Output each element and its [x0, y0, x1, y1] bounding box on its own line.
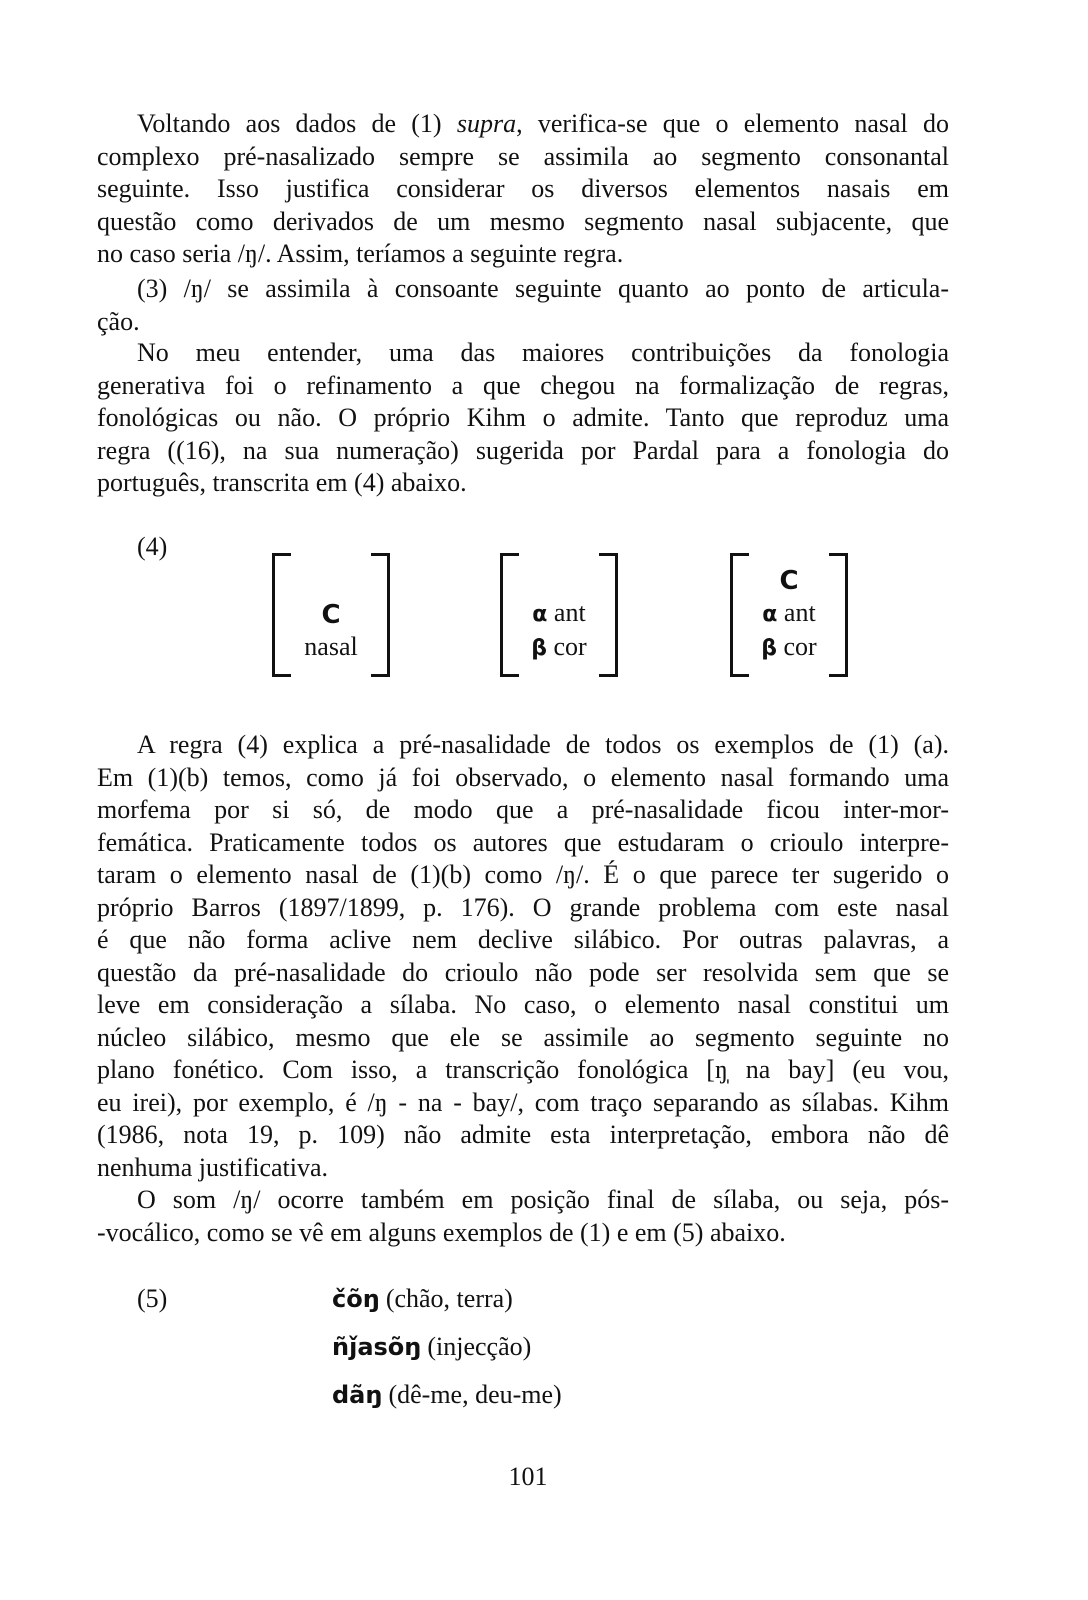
ant: ant [553, 598, 586, 627]
example-5-item [332, 1380, 562, 1410]
example-form: ñǰasõŋ [332, 1333, 422, 1361]
text-line: seguinte. Isso justifica considerar os diversos elementos nasais em [97, 174, 949, 203]
text-line: ção. [97, 306, 140, 336]
bracket-corner [733, 553, 749, 556]
bracket-corner [733, 674, 749, 677]
bracket-corner [275, 674, 291, 677]
cor: cor [553, 632, 587, 661]
paragraph-4 [97, 729, 949, 1184]
example-5-item [332, 1332, 531, 1362]
alpha: α [762, 602, 778, 627]
paragraph-1 [97, 108, 949, 271]
text-line: questão da pré-nasalidade do crioulo não pode ser resolvida sem que se [97, 957, 949, 987]
text-line: (3) /ŋ/ se assimila à consoante seguinte quanto ao ponto de articula- [137, 274, 949, 303]
ant: ant [783, 598, 816, 627]
alpha: α [532, 602, 548, 627]
matrix-c: C [321, 600, 341, 630]
bracket-corner [503, 553, 519, 556]
beta: β [531, 636, 548, 661]
beta: β [761, 636, 778, 661]
bracket-corner [503, 674, 519, 677]
text-italic: supra [456, 109, 517, 138]
text-line: nenhuma justificativa. [97, 1152, 329, 1182]
bracket-corner [599, 674, 615, 677]
bracket-corner [371, 674, 387, 677]
text-line: (1986, nota 19, p. 109) não admite esta interpretação, embora não dê [97, 1120, 949, 1149]
text-line: plano fonético. Com isso, a transcrição fonológica [ŋ̩ na bay] (eu vou, [97, 1055, 949, 1084]
matrix-c: C [779, 566, 799, 596]
bracket-corner [275, 553, 291, 556]
bracket-corner [371, 553, 387, 556]
text-line: femática. Praticamente todos os autores que estudaram o crioulo interpre- [97, 827, 949, 857]
example-form: čõŋ [332, 1285, 380, 1313]
feature-matrix-2 [500, 553, 618, 677]
text-line: A regra (4) explica a pré-nasalidade de todos os exemplos de (1) (a). [137, 730, 949, 759]
text-line: generativa foi o refinamento a que chegou na formalização de regras, [97, 370, 949, 400]
example-gloss: (injecção) [427, 1332, 532, 1361]
text-line: questão como derivados de um mesmo segmento nasal subjacente, que [97, 206, 949, 236]
text-line: taram o elemento nasal de (1)(b) como /ŋ/. É o que parece ter sugerido o [97, 860, 949, 889]
bracket-corner [599, 553, 615, 556]
paragraph-5 [97, 1184, 949, 1249]
bracket-corner [829, 674, 845, 677]
text-line: fonológicas ou não. O próprio Kihm o admite. Tanto que reproduz uma [97, 403, 949, 432]
matrix-alpha-ant [532, 597, 585, 631]
text-line: no caso seria /ŋ/. Assim, teríamos a seguinte regra. [97, 239, 624, 268]
text-line: próprio Barros (1897/1899, p. 176). O grande problema com este nasal [97, 892, 949, 922]
text-line: regra ((16), na sua numeração) sugerida por Pardal para a fonologia do [97, 435, 949, 465]
text-line: complexo pré-nasalizado sempre se assimila ao segmento consonantal [97, 141, 949, 171]
matrix-beta-cor [761, 631, 816, 665]
paragraph-3 [97, 337, 949, 500]
example-4-label: (4) [137, 532, 168, 561]
matrix-beta-cor [531, 631, 586, 665]
page-number: 101 [508, 1462, 548, 1491]
paragraph-rule-3 [97, 273, 949, 338]
text-line: leve em consideração a sílaba. No caso, o elemento nasal constitui um [97, 990, 949, 1019]
matrix-alpha-ant [762, 597, 815, 631]
bracket-corner [829, 553, 845, 556]
text-post: , verifica-se que o elemento nasal do [516, 109, 950, 138]
text-line: português, transcrita em (4) abaixo. [97, 468, 467, 497]
text-line: No meu entender, uma das maiores contribuições da fonologia [137, 338, 949, 367]
text-line: eu irei), por exemplo, é /ŋ - na - bay/, com traço separando as sílabas. Kihm [97, 1087, 949, 1117]
text-line [97, 108, 949, 141]
matrix-nasal: nasal [304, 632, 358, 661]
feature-matrix-1 [272, 553, 390, 677]
feature-matrix-3 [730, 553, 848, 677]
text-line: núcleo silábico, mesmo que ele se assimile ao segmento seguinte no [97, 1022, 949, 1052]
example-5-item [332, 1284, 513, 1314]
text-line: é que não forma aclive nem declive silábico. Por outras palavras, a [97, 925, 949, 954]
text-line: morfema por si só, de modo que a pré-nasalidade ficou inter-mor- [97, 795, 949, 824]
text-line: -vocálico, como se vê em alguns exemplos de (1) e em (5) abaixo. [97, 1217, 786, 1247]
example-gloss: (chão, terra) [385, 1284, 513, 1313]
text-pre: Voltando aos dados de (1) [137, 109, 457, 138]
example-form: dãŋ [332, 1381, 383, 1409]
text-line: Em (1)(b) temos, como já foi observado, o elemento nasal formando uma [97, 762, 949, 792]
example-5-label: (5) [137, 1284, 168, 1313]
example-gloss: (dê-me, deu-me) [388, 1380, 562, 1409]
text-line: O som /ŋ/ ocorre também em posição final de sílaba, ou seja, pós- [137, 1185, 949, 1214]
cor: cor [783, 632, 817, 661]
